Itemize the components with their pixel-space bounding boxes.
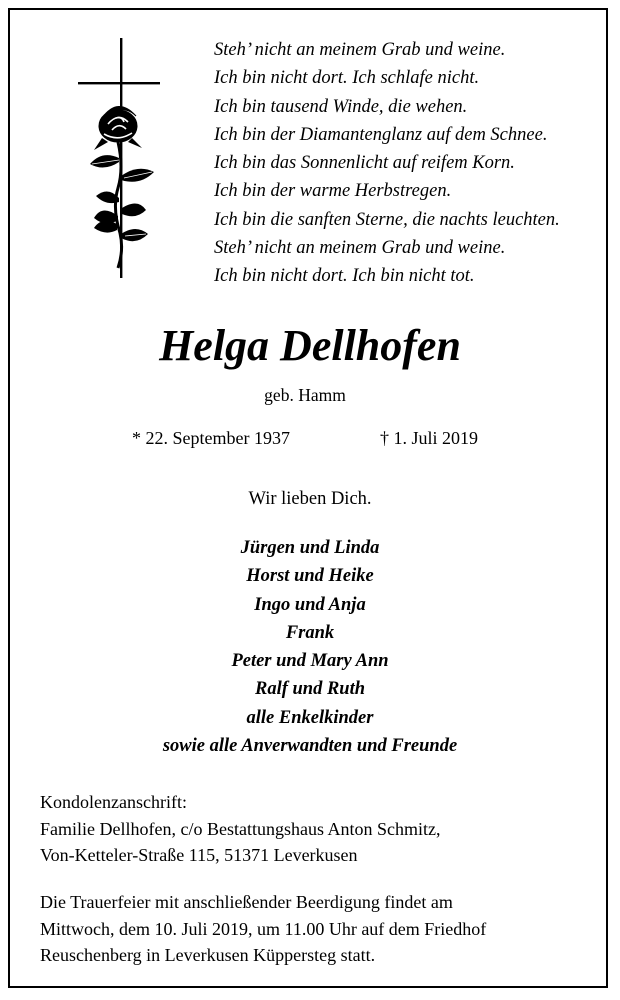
funeral-info [40, 889, 486, 969]
funeral-line: Die Trauerfeier mit anschließender Beerdigung findet am [40, 892, 453, 912]
poem-line: Ich bin die sanften Sterne, die nachts leuchten. [214, 209, 560, 230]
funeral-line: Reuschenberg in Leverkusen Küppersteg statt. [40, 945, 376, 965]
poem-line: Steh’ nicht an meinem Grab und weine. [214, 40, 506, 60]
mourner-entry: Jürgen und Linda [240, 538, 380, 558]
poem [214, 36, 560, 291]
mourner-entry: Ralf und Ruth [254, 679, 366, 700]
farewell-message: Wir lieben Dich. [248, 489, 372, 509]
condolence-line: Familie Dellhofen, c/o Bestattungshaus Anton Schmitz, [40, 818, 441, 839]
poem-line: Ich bin das Sonnenlicht auf reifem Korn. [214, 153, 515, 174]
condolence-address [40, 789, 440, 869]
poem-line: Steh’ nicht an meinem Grab und weine. [214, 238, 506, 259]
mourner-entry: Horst und Heike [246, 566, 374, 587]
mourners-list [0, 534, 620, 760]
poem-line: Ich bin der warme Herbstregen. [214, 181, 452, 202]
cross-with-rose-icon [72, 38, 172, 283]
poem-line: Ich bin nicht dort. Ich bin nicht tot. [214, 266, 475, 287]
death-date: † 1. Juli 2019 [380, 428, 479, 448]
mourner-entry: Peter und Mary Ann [231, 651, 389, 672]
mourner-entry: alle Enkelkinder [246, 707, 374, 728]
mourner-entry: Frank [285, 622, 335, 643]
deceased-name: Helga Dellhofen [159, 321, 461, 370]
poem-line: Ich bin der Diamantenglanz auf dem Schnee. [214, 124, 548, 145]
maiden-name: geb. Hamm [264, 385, 346, 405]
birth-date: * 22. September 1937 [132, 428, 290, 448]
mourner-entry: sowie alle Anverwandten und Freunde [162, 736, 458, 757]
poem-line: Ich bin nicht dort. Ich schlafe nicht. [214, 68, 480, 89]
condolence-heading: Kondolenzanschrift: [40, 792, 187, 812]
mourner-entry: Ingo und Anja [254, 594, 366, 615]
poem-line: Ich bin tausend Winde, die wehen. [214, 96, 468, 117]
condolence-line: Von-Ketteler-Straße 115, 51371 Leverkusen [40, 845, 358, 865]
funeral-line: Mittwoch, dem 10. Juli 2019, um 11.00 Uhr auf dem Friedhof [40, 918, 487, 939]
